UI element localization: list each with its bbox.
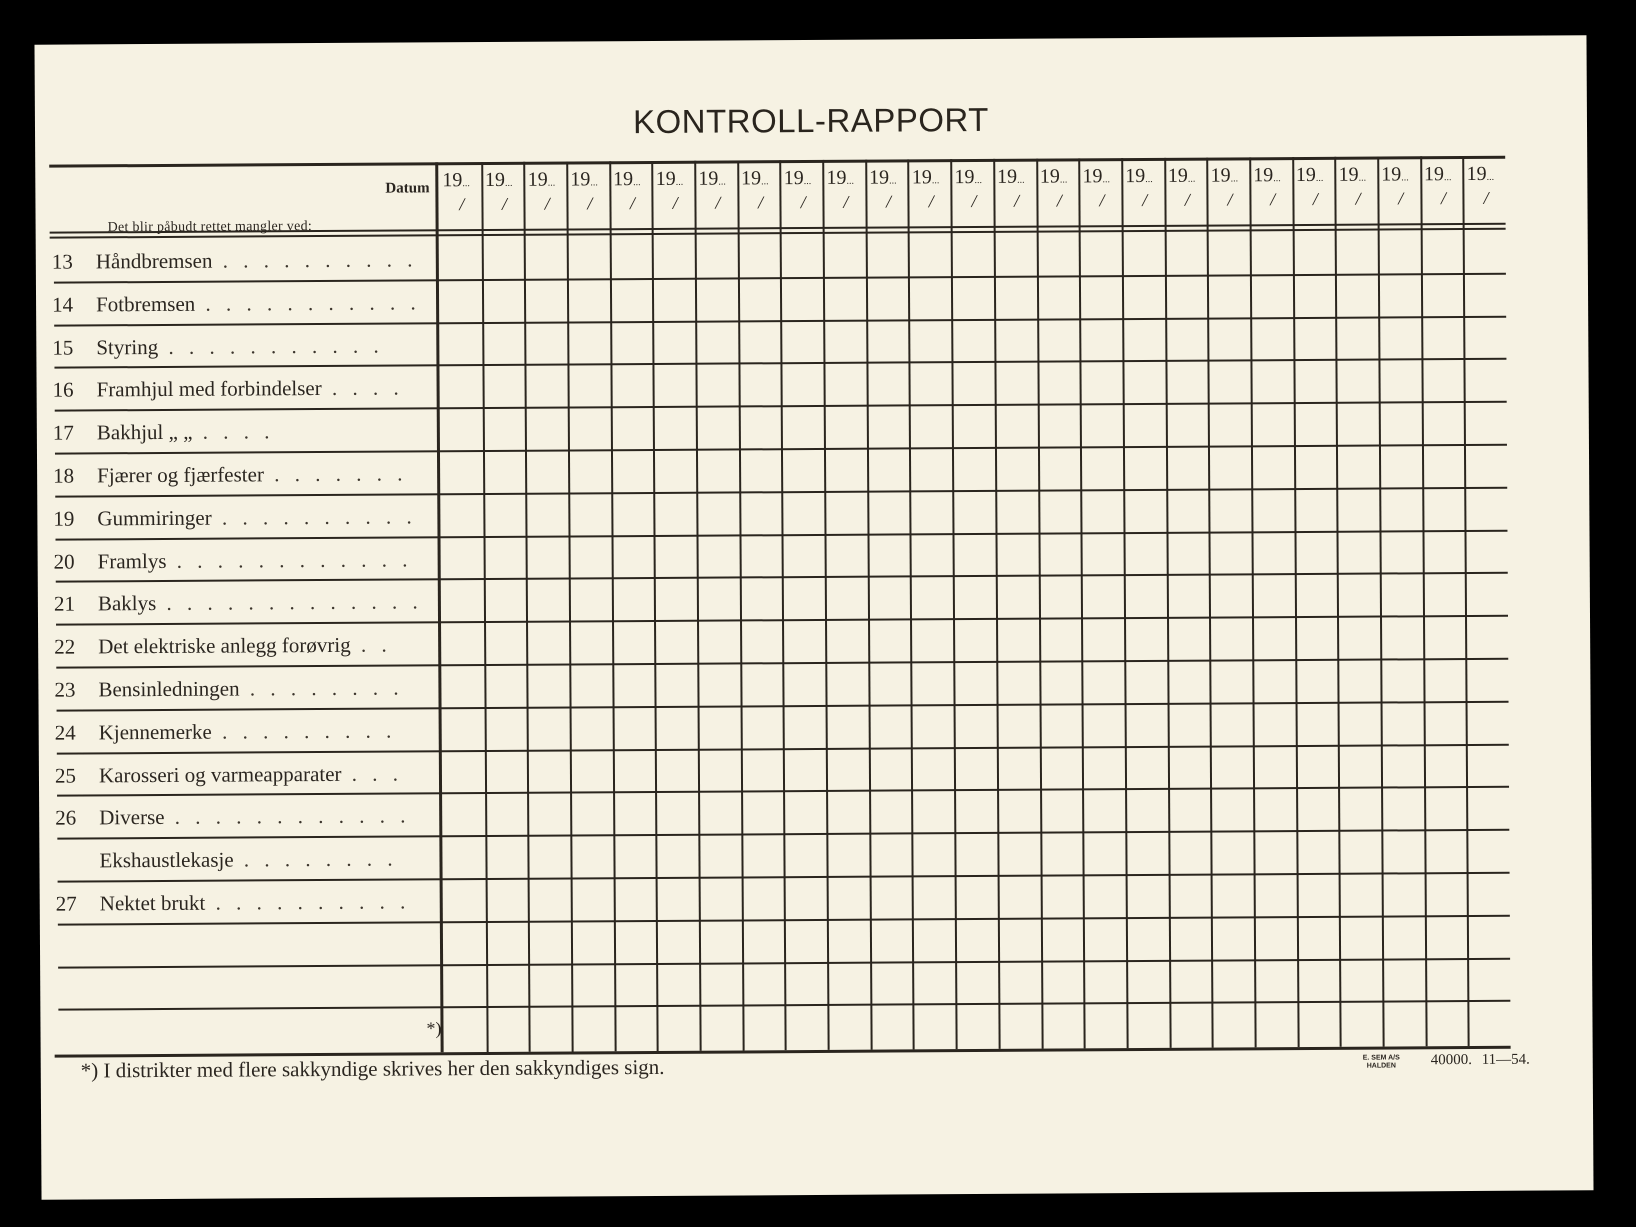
- column-divider: [481, 162, 488, 1052]
- date-year-suffix: ...: [1187, 173, 1196, 185]
- row-number: 25: [54, 763, 77, 788]
- checklist-row: [53, 408, 473, 455]
- date-header: [1335, 164, 1378, 210]
- date-year-text: 19: [612, 168, 634, 191]
- date-year-text: 19: [1381, 163, 1402, 186]
- row-label: Styring: [96, 334, 159, 359]
- checklist-row: [55, 751, 475, 798]
- date-year-text: 19: [997, 165, 1018, 188]
- column-divider: [609, 161, 616, 1051]
- date-slash: /: [1184, 189, 1190, 210]
- date-slash: /: [715, 192, 721, 213]
- row-number: 17: [52, 420, 74, 445]
- column-divider: [694, 161, 701, 1051]
- date-slash: /: [501, 193, 508, 214]
- signature-mark: *): [426, 1018, 442, 1039]
- column-divider: [993, 159, 1000, 1049]
- date-year: [1424, 163, 1463, 186]
- checklist-row: [54, 622, 474, 669]
- date-slash: /: [1056, 190, 1062, 211]
- column-divider: [908, 159, 915, 1049]
- row-number: 27: [55, 891, 77, 916]
- date-slash: /: [1398, 188, 1404, 209]
- mangler-label: Det blir påbudt rettet mangler ved:: [107, 219, 313, 236]
- date-header: [1206, 164, 1249, 210]
- row-leader-dots: . . . . . . . . . . . . .: [156, 589, 423, 616]
- checklist-row: [55, 836, 475, 883]
- date-slash: /: [544, 193, 550, 214]
- date-year-suffix: ...: [504, 177, 513, 189]
- date-year-text: 19: [1210, 164, 1231, 187]
- date-year-suffix: ...: [931, 175, 940, 187]
- row-label: Fotbremsen: [95, 291, 196, 317]
- date-header: [780, 167, 823, 213]
- date-year-text: 19: [740, 167, 762, 190]
- column-divider: [652, 161, 659, 1051]
- row-label: Håndbremsen: [95, 248, 213, 274]
- date-header: [694, 167, 737, 213]
- date-year-suffix: ...: [547, 177, 556, 189]
- date-slash: /: [886, 191, 892, 212]
- checklist-row: [52, 323, 472, 370]
- date-year-suffix: ...: [462, 178, 470, 190]
- date-year: [1381, 163, 1420, 186]
- date-slash: /: [1227, 189, 1233, 210]
- date-header: [1121, 165, 1164, 211]
- date-year-text: 19: [698, 167, 719, 190]
- date-slash: /: [1312, 188, 1318, 209]
- date-year-text: 19: [869, 166, 890, 189]
- date-year-suffix: ...: [889, 175, 897, 187]
- date-slash: /: [1483, 187, 1489, 208]
- row-number: 20: [53, 549, 75, 574]
- date-year: [1168, 165, 1207, 188]
- date-year: [442, 169, 481, 192]
- date-slash: /: [971, 191, 977, 212]
- row-number: 22: [54, 634, 76, 659]
- column-divider: [1420, 156, 1427, 1046]
- date-slash: /: [1355, 188, 1361, 209]
- checklist-row: [54, 665, 474, 712]
- date-header: [822, 167, 865, 213]
- row-label: Framlys: [97, 548, 167, 573]
- column-divider: [737, 160, 744, 1050]
- row-leader-dots: . .: [350, 632, 392, 658]
- date-year: [1125, 165, 1164, 188]
- date-year: [741, 167, 780, 190]
- checklist-row: [53, 451, 473, 498]
- row-leader-dots: . . . . . . . . . .: [205, 889, 411, 915]
- date-slash: /: [843, 191, 849, 212]
- date-year-text: 19: [954, 166, 975, 189]
- date-year-suffix: ...: [1102, 174, 1111, 186]
- row-leader-dots: . . . . . . .: [263, 461, 408, 487]
- date-slash: /: [459, 194, 465, 215]
- printer-imprint: [1363, 1054, 1400, 1070]
- date-slash: /: [1014, 190, 1020, 211]
- checklist-row: [56, 1007, 476, 1054]
- printer-line2: HALDEN: [1366, 1062, 1396, 1070]
- date-header: [1377, 163, 1420, 209]
- date-year-suffix: ...: [1273, 173, 1281, 185]
- column-divider: [1078, 158, 1085, 1048]
- date-year: [912, 166, 951, 189]
- date-header: [1078, 165, 1121, 211]
- column-divider: [1334, 157, 1341, 1047]
- date-slash: /: [1099, 190, 1105, 211]
- row-leader-dots: . . . . . . . . . . .: [158, 333, 384, 359]
- date-header: [1292, 164, 1335, 210]
- row-leader-dots: . . . . . . . . . . . .: [164, 803, 411, 830]
- row-number: 15: [52, 335, 74, 360]
- row-label: Bensinledningen: [98, 676, 240, 702]
- date-year-text: 19: [1167, 164, 1188, 187]
- date-year: [1339, 164, 1378, 187]
- checklist-row: [52, 237, 472, 284]
- row-label: Kjennemerke: [98, 719, 212, 745]
- date-year-text: 19: [911, 166, 932, 189]
- datum-label: Datum: [385, 180, 430, 197]
- date-slash: /: [629, 193, 636, 214]
- form-title: KONTROLL-RAPPORT: [632, 100, 989, 141]
- date-year: [656, 168, 695, 191]
- date-year-text: 19: [484, 168, 506, 192]
- date-year-text: 19: [826, 166, 847, 189]
- date-slash: /: [800, 192, 806, 213]
- date-year-text: 19: [1338, 163, 1359, 186]
- row-number: 24: [54, 720, 76, 745]
- checklist-row: [56, 965, 476, 1012]
- date-year-text: 19: [570, 168, 591, 191]
- column-divider: [780, 160, 787, 1050]
- row-label: Karosseri og varmeapparater: [98, 761, 342, 787]
- checklist-row: [56, 879, 476, 926]
- date-year: [1253, 164, 1292, 187]
- row-number: 13: [51, 249, 73, 274]
- date-year-suffix: ...: [846, 175, 854, 187]
- row-number: 26: [55, 805, 77, 831]
- date-year-suffix: ...: [1017, 174, 1025, 186]
- date-year: [528, 169, 567, 192]
- date-year: [784, 167, 823, 190]
- checklist-row: [52, 365, 472, 412]
- date-slash: /: [1142, 189, 1148, 210]
- date-year: [698, 167, 737, 190]
- date-year-suffix: ...: [1059, 174, 1068, 186]
- date-year-suffix: ...: [1230, 173, 1239, 185]
- row-label: Baklys: [97, 591, 157, 616]
- date-year: [485, 169, 524, 192]
- row-leader-dots: . . . . . . . . . .: [212, 247, 418, 273]
- row-label: Diverse: [99, 805, 165, 830]
- column-divider: [524, 162, 531, 1052]
- row-number: 14: [52, 292, 74, 317]
- date-year-suffix: ...: [1145, 173, 1153, 185]
- date-year-suffix: ...: [1486, 171, 1495, 183]
- date-header: [438, 169, 481, 215]
- date-year-suffix: ...: [803, 176, 812, 188]
- row-number: 19: [53, 506, 75, 531]
- date-year-text: 19: [1423, 163, 1444, 186]
- date-year-suffix: ...: [974, 174, 983, 187]
- date-slash: /: [1270, 189, 1276, 210]
- inspection-grid: [34, 35, 1586, 44]
- row-label: Fjærer og fjærfester: [97, 462, 264, 488]
- row-leader-dots: . . . . . . . . . .: [211, 504, 417, 530]
- row-label: Det elektriske anlegg forøvrig: [98, 633, 351, 659]
- row-label: Gummiringer: [97, 505, 212, 531]
- date-year-text: 19: [783, 167, 804, 190]
- date-header: [609, 168, 652, 214]
- date-year-suffix: ...: [761, 176, 769, 188]
- date-slash: /: [672, 192, 678, 213]
- date-year-text: 19: [1039, 165, 1060, 188]
- date-year: [1040, 165, 1079, 188]
- row-label: Ekshaustlekasje: [99, 847, 234, 873]
- row-label: Bakhjul „ „: [96, 419, 193, 445]
- date-year-suffix: ...: [1315, 172, 1324, 184]
- printer-line1: E. SEM A/S: [1362, 1054, 1400, 1062]
- print-code: 40000. 11—54.: [1430, 1051, 1530, 1069]
- date-year: [1296, 164, 1335, 187]
- date-header: [1463, 163, 1506, 209]
- date-year: [954, 166, 993, 189]
- row-label: Nektet brukt: [99, 890, 206, 916]
- column-divider: [1377, 157, 1384, 1047]
- date-year-suffix: ...: [633, 177, 641, 189]
- date-header: [1036, 165, 1079, 211]
- checklist-row: [53, 494, 473, 541]
- footnote: *) I distrikter med flere sakkyndige skrives her den sakkyndiges sign.: [80, 1054, 665, 1083]
- row-leader-dots: . . . .: [321, 375, 404, 401]
- checklist-row: [52, 280, 472, 327]
- column-divider: [822, 160, 829, 1050]
- row-number: 23: [54, 677, 76, 702]
- column-divider: [865, 160, 872, 1050]
- date-year: [869, 166, 908, 189]
- checklist-row: [56, 922, 476, 969]
- checklist-row: [55, 793, 475, 840]
- date-header: [737, 167, 780, 213]
- checklist-row: [54, 537, 474, 584]
- date-year-suffix: ...: [718, 176, 726, 188]
- date-header: [1420, 163, 1463, 209]
- row-leader-dots: . . .: [341, 761, 404, 786]
- row-leader-dots: . . . . . . . . . . . .: [166, 547, 413, 573]
- column-divider: [1292, 157, 1299, 1047]
- date-header: [1164, 165, 1207, 211]
- date-year-text: 19: [1466, 162, 1487, 186]
- date-year-text: 19: [1253, 164, 1274, 187]
- row-number: 16: [52, 377, 74, 403]
- checklist-row: [55, 708, 475, 755]
- date-header: [1249, 164, 1292, 210]
- row-label: Framhjul med forbindelser: [96, 376, 322, 402]
- date-header: [865, 166, 908, 212]
- row-number: 21: [53, 591, 75, 617]
- column-divider: [1463, 156, 1470, 1046]
- row-leader-dots: . . . .: [192, 419, 275, 444]
- report-card: [34, 35, 1593, 1199]
- date-year: [613, 168, 652, 191]
- row-leader-dots: . . . . . . . .: [239, 675, 404, 701]
- date-slash: /: [928, 191, 934, 212]
- date-year-suffix: ...: [590, 177, 598, 189]
- date-header: [993, 166, 1036, 212]
- date-year-suffix: ...: [1401, 172, 1409, 184]
- date-year-text: 19: [527, 168, 548, 191]
- date-year-text: 19: [655, 167, 676, 190]
- date-header: [481, 169, 524, 215]
- date-year-text: 19: [442, 169, 463, 192]
- date-year: [570, 168, 609, 191]
- date-header: [652, 168, 695, 214]
- date-header: [908, 166, 951, 212]
- row-leader-dots: . . . . . . . . . . .: [195, 290, 421, 316]
- column-divider: [1206, 158, 1213, 1048]
- date-year-suffix: ...: [1443, 172, 1452, 184]
- date-slash: /: [587, 193, 593, 214]
- column-divider: [566, 161, 573, 1051]
- date-year: [1082, 165, 1121, 188]
- column-divider: [1121, 158, 1128, 1048]
- column-divider: [950, 159, 957, 1049]
- date-header: [950, 166, 993, 212]
- date-year: [997, 166, 1036, 189]
- checklist-row: [54, 579, 474, 626]
- date-year: [826, 167, 865, 190]
- date-year-text: 19: [1125, 164, 1146, 188]
- date-year-suffix: ...: [675, 176, 684, 188]
- date-year: [1210, 164, 1249, 187]
- date-slash: /: [757, 192, 764, 213]
- date-header: [524, 169, 567, 215]
- date-year: [1467, 163, 1506, 186]
- row-leader-dots: . . . . . . . .: [233, 846, 398, 872]
- column-divider: [1164, 158, 1171, 1048]
- date-year-suffix: ...: [1358, 172, 1367, 184]
- date-header: [566, 168, 609, 214]
- date-year-text: 19: [1295, 163, 1316, 187]
- row-number: 18: [53, 463, 75, 488]
- column-divider: [1036, 159, 1043, 1049]
- date-slash: /: [1440, 188, 1446, 209]
- column-divider: [1249, 157, 1256, 1047]
- row-leader-dots: . . . . . . . . .: [211, 718, 397, 744]
- date-year-text: 19: [1082, 165, 1103, 188]
